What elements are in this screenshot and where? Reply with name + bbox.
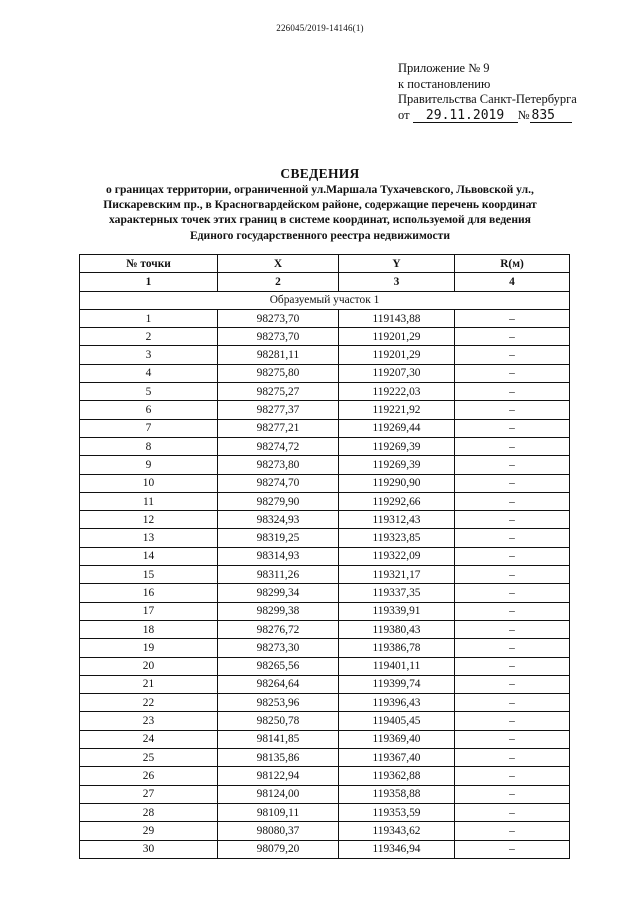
column-number: 2	[218, 273, 339, 291]
table-row	[80, 584, 570, 602]
from-label: от	[398, 107, 410, 122]
number-label: №	[517, 107, 530, 122]
point-number-cell: 11	[80, 492, 218, 510]
table-row	[80, 803, 570, 821]
x-coordinate-cell: 98264,64	[218, 675, 339, 693]
x-coordinate-cell: 98079,20	[218, 840, 339, 858]
radius-cell: –	[455, 566, 570, 584]
radius-cell: –	[455, 584, 570, 602]
y-coordinate-cell: 119321,17	[339, 566, 455, 584]
table-row	[80, 346, 570, 364]
point-number-cell: 16	[80, 584, 218, 602]
point-number-cell: 20	[80, 657, 218, 675]
point-number-cell: 10	[80, 474, 218, 492]
radius-cell: –	[455, 419, 570, 437]
x-coordinate-cell: 98277,21	[218, 419, 339, 437]
table-row	[80, 639, 570, 657]
table-row	[80, 675, 570, 693]
table-row	[80, 840, 570, 858]
annex-date-number-line	[398, 108, 613, 124]
radius-cell: –	[455, 492, 570, 510]
y-coordinate-cell: 119337,35	[339, 584, 455, 602]
column-number-row	[80, 273, 570, 291]
radius-cell: –	[455, 437, 570, 455]
table-row	[80, 694, 570, 712]
y-coordinate-cell: 119358,88	[339, 785, 455, 803]
radius-cell: –	[455, 401, 570, 419]
y-coordinate-cell: 119269,39	[339, 456, 455, 474]
title-line: Единого государственного реестра недвижимости	[189, 228, 451, 242]
radius-cell: –	[455, 309, 570, 327]
y-coordinate-cell: 119405,45	[339, 712, 455, 730]
table-row	[80, 419, 570, 437]
x-coordinate-cell: 98276,72	[218, 620, 339, 638]
table-row	[80, 529, 570, 547]
y-coordinate-cell: 119386,78	[339, 639, 455, 657]
annex-title: Приложение № 9	[398, 61, 490, 75]
x-coordinate-cell: 98265,56	[218, 657, 339, 675]
y-coordinate-cell: 119207,30	[339, 364, 455, 382]
title-heading: СВЕДЕНИЯ	[280, 166, 360, 181]
point-number-cell: 8	[80, 437, 218, 455]
y-coordinate-cell: 119369,40	[339, 730, 455, 748]
y-coordinate-cell: 119346,94	[339, 840, 455, 858]
point-number-cell: 7	[80, 419, 218, 437]
y-coordinate-cell: 119292,66	[339, 492, 455, 510]
x-coordinate-cell: 98319,25	[218, 529, 339, 547]
y-coordinate-cell: 119290,90	[339, 474, 455, 492]
radius-cell: –	[455, 529, 570, 547]
table-row	[80, 547, 570, 565]
column-number: 4	[455, 273, 570, 291]
section-row	[80, 291, 570, 309]
x-coordinate-cell: 98109,11	[218, 803, 339, 821]
x-coordinate-cell: 98273,70	[218, 328, 339, 346]
x-coordinate-cell: 98273,70	[218, 309, 339, 327]
title-line: Пискаревским пр., в Красногвардейском районе, содержащие перечень координат	[103, 198, 537, 212]
table-row	[80, 383, 570, 401]
y-coordinate-cell: 119201,29	[339, 328, 455, 346]
table-row	[80, 309, 570, 327]
y-coordinate-cell: 119401,11	[339, 657, 455, 675]
radius-cell: –	[455, 511, 570, 529]
table-row	[80, 328, 570, 346]
y-coordinate-cell: 119269,44	[339, 419, 455, 437]
point-number-cell: 6	[80, 401, 218, 419]
y-coordinate-cell: 119221,92	[339, 401, 455, 419]
radius-cell: –	[455, 840, 570, 858]
radius-cell: –	[455, 383, 570, 401]
x-coordinate-cell: 98275,80	[218, 364, 339, 382]
point-number-cell: 29	[80, 822, 218, 840]
table-row	[80, 767, 570, 785]
point-number-cell: 14	[80, 547, 218, 565]
y-coordinate-cell: 119269,39	[339, 437, 455, 455]
table-row	[80, 437, 570, 455]
table-row	[80, 401, 570, 419]
header-y: Y	[339, 255, 455, 273]
radius-cell: –	[455, 547, 570, 565]
table-row	[80, 785, 570, 803]
radius-cell: –	[455, 712, 570, 730]
x-coordinate-cell: 98253,96	[218, 694, 339, 712]
title-line: характерных точек этих границ в системе координат, используемой для ведения	[109, 213, 531, 227]
table-row	[80, 712, 570, 730]
radius-cell: –	[455, 730, 570, 748]
table-row	[80, 456, 570, 474]
radius-cell: –	[455, 822, 570, 840]
y-coordinate-cell: 119323,85	[339, 529, 455, 547]
radius-cell: –	[455, 675, 570, 693]
y-coordinate-cell: 119343,62	[339, 822, 455, 840]
x-coordinate-cell: 98277,37	[218, 401, 339, 419]
point-number-cell: 22	[80, 694, 218, 712]
x-coordinate-cell: 98273,30	[218, 639, 339, 657]
y-coordinate-cell: 119380,43	[339, 620, 455, 638]
table-row	[80, 620, 570, 638]
point-number-cell: 5	[80, 383, 218, 401]
annex-government-label: Правительства Санкт-Петербурга	[398, 92, 577, 106]
document-title	[80, 166, 560, 243]
y-coordinate-cell: 119353,59	[339, 803, 455, 821]
x-coordinate-cell: 98299,34	[218, 584, 339, 602]
point-number-cell: 27	[80, 785, 218, 803]
x-coordinate-cell: 98279,90	[218, 492, 339, 510]
y-coordinate-cell: 119362,88	[339, 767, 455, 785]
y-coordinate-cell: 119222,03	[339, 383, 455, 401]
x-coordinate-cell: 98311,26	[218, 566, 339, 584]
radius-cell: –	[455, 785, 570, 803]
header-point-number: № точки	[80, 255, 218, 273]
radius-cell: –	[455, 767, 570, 785]
resolution-date: 29.11.2019	[413, 109, 518, 123]
radius-cell: –	[455, 657, 570, 675]
point-number-cell: 28	[80, 803, 218, 821]
y-coordinate-cell: 119399,74	[339, 675, 455, 693]
point-number-cell: 1	[80, 309, 218, 327]
point-number-cell: 15	[80, 566, 218, 584]
point-number-cell: 30	[80, 840, 218, 858]
header-radius: R(м)	[455, 255, 570, 273]
title-line: о границах территории, ограниченной ул.Маршала Тухачевского, Львовской ул.,	[106, 183, 534, 196]
point-number-cell: 18	[80, 620, 218, 638]
table-row	[80, 749, 570, 767]
y-coordinate-cell: 119339,91	[339, 602, 455, 620]
header-row	[80, 255, 570, 273]
x-coordinate-cell: 98141,85	[218, 730, 339, 748]
point-number-cell: 24	[80, 730, 218, 748]
y-coordinate-cell: 119396,43	[339, 694, 455, 712]
table-row	[80, 730, 570, 748]
table-row	[80, 822, 570, 840]
coordinates-table	[79, 254, 570, 859]
radius-cell: –	[455, 639, 570, 657]
radius-cell: –	[455, 749, 570, 767]
point-number-cell: 13	[80, 529, 218, 547]
radius-cell: –	[455, 328, 570, 346]
point-number-cell: 26	[80, 767, 218, 785]
x-coordinate-cell: 98250,78	[218, 712, 339, 730]
y-coordinate-cell: 119322,09	[339, 547, 455, 565]
radius-cell: –	[455, 456, 570, 474]
radius-cell: –	[455, 694, 570, 712]
table-row	[80, 511, 570, 529]
y-coordinate-cell: 119367,40	[339, 749, 455, 767]
resolution-number: 835	[530, 109, 572, 123]
y-coordinate-cell: 119312,43	[339, 511, 455, 529]
x-coordinate-cell: 98314,93	[218, 547, 339, 565]
x-coordinate-cell: 98275,27	[218, 383, 339, 401]
x-coordinate-cell: 98124,00	[218, 785, 339, 803]
point-number-cell: 3	[80, 346, 218, 364]
point-number-cell: 9	[80, 456, 218, 474]
radius-cell: –	[455, 602, 570, 620]
x-coordinate-cell: 98274,72	[218, 437, 339, 455]
x-coordinate-cell: 98273,80	[218, 456, 339, 474]
table-row	[80, 364, 570, 382]
x-coordinate-cell: 98080,37	[218, 822, 339, 840]
x-coordinate-cell: 98281,11	[218, 346, 339, 364]
point-number-cell: 25	[80, 749, 218, 767]
annex-block	[398, 61, 613, 123]
column-number: 3	[339, 273, 455, 291]
point-number-cell: 23	[80, 712, 218, 730]
x-coordinate-cell: 98324,93	[218, 511, 339, 529]
section-label: Образуемый участок 1	[80, 291, 570, 309]
table-row	[80, 474, 570, 492]
point-number-cell: 19	[80, 639, 218, 657]
point-number-cell: 17	[80, 602, 218, 620]
radius-cell: –	[455, 803, 570, 821]
point-number-cell: 4	[80, 364, 218, 382]
header-x: X	[218, 255, 339, 273]
table-row	[80, 566, 570, 584]
point-number-cell: 2	[80, 328, 218, 346]
radius-cell: –	[455, 346, 570, 364]
point-number-cell: 21	[80, 675, 218, 693]
y-coordinate-cell: 119143,88	[339, 309, 455, 327]
annex-resolution-label: к постановлению	[398, 76, 491, 91]
radius-cell: –	[455, 364, 570, 382]
radius-cell: –	[455, 474, 570, 492]
document-id: 226045/2019-14146(1)	[276, 23, 364, 33]
x-coordinate-cell: 98122,94	[218, 767, 339, 785]
table-row	[80, 657, 570, 675]
table-row	[80, 602, 570, 620]
x-coordinate-cell: 98135,86	[218, 749, 339, 767]
column-number: 1	[80, 273, 218, 291]
radius-cell: –	[455, 620, 570, 638]
y-coordinate-cell: 119201,29	[339, 346, 455, 364]
x-coordinate-cell: 98274,70	[218, 474, 339, 492]
point-number-cell: 12	[80, 511, 218, 529]
table-row	[80, 492, 570, 510]
x-coordinate-cell: 98299,38	[218, 602, 339, 620]
